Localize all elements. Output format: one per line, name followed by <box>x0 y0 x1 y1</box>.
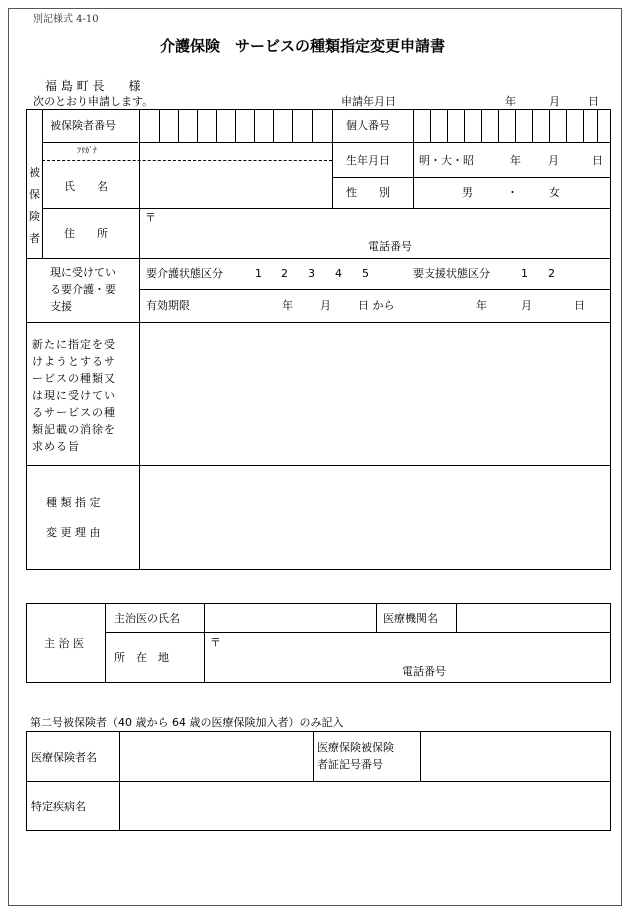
cert-number-line1: 医療保険被保険 <box>317 741 394 754</box>
validity-label: 有効期限 <box>146 299 190 312</box>
doctor-name-label: 主治医の氏名 <box>114 612 180 625</box>
service-request-line5: るサービスの種 <box>32 406 116 419</box>
furigana-divider <box>42 160 332 161</box>
service-request-line3: ービスの種類又 <box>32 372 116 385</box>
current-cert-line3: 支援 <box>50 300 72 313</box>
doctor-phone-label: 電話番号 <box>402 665 446 678</box>
sex-separator: ・ <box>507 186 518 199</box>
birthdate-label: 生年月日 <box>346 154 390 167</box>
care-level-3: 3 <box>308 267 315 280</box>
addressee: 福 島 町 長 様 <box>45 79 141 93</box>
side-label-2: 保 <box>29 188 40 201</box>
care-level-4: 4 <box>335 267 342 280</box>
care-level-2: 2 <box>281 267 288 280</box>
sex-label: 性 別 <box>346 186 390 199</box>
disease-label: 特定疾病名 <box>31 800 86 813</box>
current-cert-line1: 現に受けてい <box>50 266 116 279</box>
insurer-name-label: 医療保険者名 <box>31 751 97 764</box>
validity-month-unit: 月 <box>320 299 331 312</box>
furigana-label: ﾌﾘｶﾞﾅ <box>77 146 97 155</box>
support-level-2: 2 <box>548 267 555 280</box>
service-request-line6: 類記載の消徐を <box>32 423 116 436</box>
doctor-postal-mark: 〒 <box>210 636 221 649</box>
care-level-label: 要介護状態区分 <box>146 267 223 280</box>
sex-female: 女 <box>549 186 560 199</box>
care-level-1: 1 <box>255 267 262 280</box>
name-label: 氏 名 <box>64 180 108 193</box>
sex-male: 男 <box>462 186 473 199</box>
date-label: 申請年月日 <box>341 95 396 108</box>
reason-line2: 変 更 理 由 <box>46 526 101 539</box>
form-code: 別記様式 4-10 <box>33 14 99 25</box>
birth-year-unit: 年 <box>510 154 521 167</box>
support-level-1: 1 <box>521 267 528 280</box>
side-label-4: 者 <box>29 232 40 245</box>
service-request-line2: けようとするサ <box>32 355 116 368</box>
validity-end-day-unit: 日 <box>574 299 585 312</box>
second-insured-note: 第二号被保険者（40 歳から 64 歳の医療保険加入者）のみ記入 <box>30 716 344 729</box>
date-day-unit: 日 <box>588 95 599 108</box>
validity-end-month-unit: 月 <box>521 299 532 312</box>
personal-number-label: 個人番号 <box>346 119 390 132</box>
phone-label: 電話番号 <box>368 240 412 253</box>
care-level-5: 5 <box>362 267 369 280</box>
validity-end-year-unit: 年 <box>476 299 487 312</box>
insured-number-label: 被保険者番号 <box>50 119 116 132</box>
validity-year-unit: 年 <box>282 299 293 312</box>
side-label-1: 被 <box>29 166 40 179</box>
current-cert-line2: る要介護・要 <box>50 283 116 296</box>
birth-day-unit: 日 <box>592 154 603 167</box>
location-label: 所 在 地 <box>114 651 169 664</box>
date-month-unit: 月 <box>549 95 560 108</box>
address-label: 住 所 <box>64 227 108 240</box>
page-title: 介護保険 サービスの種類指定変更申請書 <box>160 37 446 55</box>
support-level-label: 要支援状態区分 <box>413 267 490 280</box>
service-request-line1: 新たに指定を受 <box>32 338 116 351</box>
service-request-line7: 求める旨 <box>32 440 80 453</box>
birth-month-unit: 月 <box>548 154 559 167</box>
intro-text: 次のとおり申請します。 <box>33 95 154 108</box>
side-label-3: 険 <box>29 210 40 223</box>
doctor-label: 主 治 医 <box>44 637 84 650</box>
postal-mark: 〒 <box>145 211 156 224</box>
institution-label: 医療機関名 <box>383 612 438 625</box>
cert-number-line2: 者証記号番号 <box>317 758 383 771</box>
validity-from: 日 から <box>358 299 395 312</box>
date-year-unit: 年 <box>505 95 516 108</box>
era-options: 明・大・昭 <box>419 154 474 167</box>
reason-line1: 種 類 指 定 <box>46 496 101 509</box>
service-request-line4: は現に受けてい <box>32 389 116 402</box>
